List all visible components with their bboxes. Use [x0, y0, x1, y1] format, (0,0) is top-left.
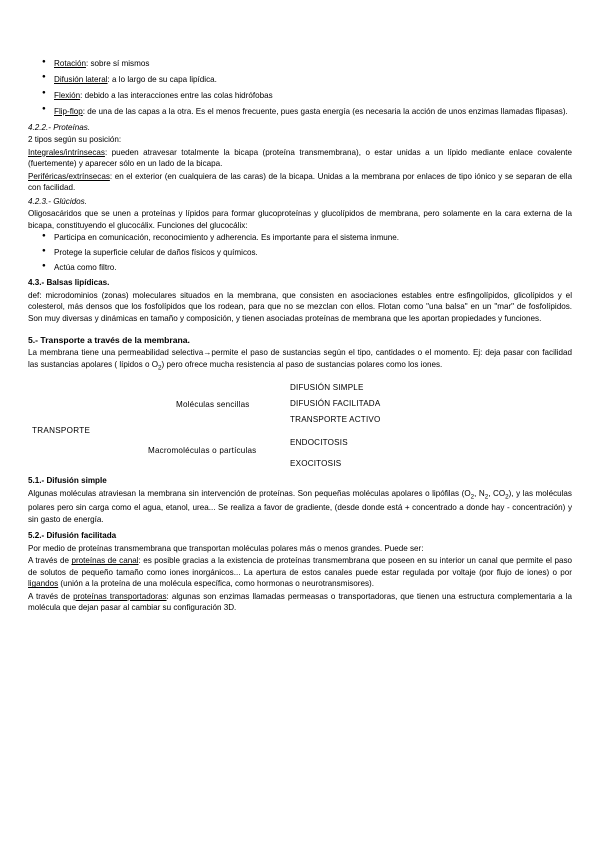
integral-proteins-term: Integrales/intrínsecas	[28, 147, 105, 157]
subscript-2: 2	[505, 493, 509, 501]
transport-intro-paragraph	[28, 347, 572, 373]
transport-intro-b: permite el paso de sustancias según el tipo, cantidades o el momento. Ej: deja pasar con facilidad las sustancias apolares ( lípidos o O	[28, 348, 573, 369]
subscript-2: 2	[470, 493, 475, 501]
list-item-text: : sobre sí mismos	[85, 59, 150, 68]
list-item	[54, 74, 572, 85]
facilitated-diffusion-intro: Por medio de proteínas transmembrana que transportan moléculas polares más o menos grandes. Puede ser:	[28, 543, 424, 553]
schema-label-difusion-facilitada: DIFUSIÓN FACILITADA	[290, 399, 381, 409]
schema-label-transporte-activo: TRANSPORTE ACTIVO	[290, 415, 381, 425]
simple-diffusion-b: , N	[474, 488, 485, 498]
list-item-term: Rotación	[54, 59, 86, 68]
peripheral-proteins-text: : en el exterior (en cualquiera de las caras) de la bicapa. Unidas a la membrana por enlaces de tipo iónico y se separan de ella con facilidad.	[28, 171, 572, 193]
list-item	[54, 90, 572, 101]
lipid-rafts-paragraph: def: microdominios (zonas) moleculares situados en la membrana, que consisten en asociaciones estables entre esfingolípidos, glicolípidos y el colesterol, más densos que los fosfolípidos que los rodean, para que no se mezclan con ellos. Flotan como "una balsa" en un "mar" de fosfolípidos. Son muy diversas y dinámicas en tamaño y composición, y tienen asociadas proteínas de membrana que les aportan propiedades y funciones.	[28, 290, 572, 323]
simple-diffusion-a: Algunas moléculas atraviesan la membrana sin intervención de proteínas. Son pequeñas moléculas apolares o lipófilas (O	[28, 488, 471, 498]
transport-intro-c: ) pero ofrece mucha resistencia al paso de sustancias polares como los iones.	[161, 359, 443, 369]
integral-proteins-text: : pueden atravesar totalmente la bicapa (proteína transmembrana), o estar unidas a un lípido mediante enlace covalente (fuertemente) y aparecer sólo en un lado de la bicapa.	[28, 147, 572, 169]
channel-proteins-term: proteínas de canal	[71, 556, 139, 566]
schema-label-macromoleculas: Macromoléculas o partículas	[148, 446, 257, 456]
schema-label-endocitosis: ENDOCITOSIS	[290, 438, 348, 448]
schema-label-transporte: TRANSPORTE	[32, 426, 91, 436]
glucids-intro: Oligosacáridos que se unen a proteínas y lípidos para formar glucoproteínas y glucolípidos de membrana, pero solamente en la cara externa de la bicapa, constituyendo el glucocálix. Funciones del glucocálix:	[28, 209, 572, 230]
heading-5-1: 5.1.- Difusión simple	[28, 476, 107, 486]
list-item-term: Flexión	[54, 90, 81, 100]
list-item	[54, 106, 572, 117]
schema-label-moleculas-sencillas: Moléculas sencillas	[176, 400, 250, 410]
spacer	[28, 325, 572, 334]
heading-4-2-2: 4.2.2.- Proteínas.	[28, 122, 91, 132]
schema-label-exocitosis: EXOCITOSIS	[290, 459, 342, 469]
schema-label-difusion-simple: DIFUSIÓN SIMPLE	[290, 383, 364, 393]
peripheral-proteins-paragraph	[28, 171, 572, 194]
subscript-2: 2	[484, 493, 489, 501]
channel-proteins-pre: A través de	[28, 556, 72, 566]
integral-proteins-paragraph	[28, 147, 572, 170]
list-item-term: Difusión lateral	[54, 74, 108, 84]
arrow-icon: →	[203, 348, 212, 358]
membrane-movements-list	[28, 58, 572, 117]
heading-5: 5.- Transporte a través de la membrana.	[28, 335, 190, 346]
list-item	[54, 58, 572, 69]
list-item-text: : debido a las interacciones entre las colas hidrófobas	[80, 90, 273, 100]
transporter-proteins-paragraph	[28, 591, 572, 614]
subscript-2: 2	[158, 364, 162, 372]
simple-diffusion-d: ), y las moléculas polares pero sin carga como el agua, etanol, urea... Se realiza a favor de gradiente, (desde donde está + concentrado a donde hay - concentración) y sin gasto de energía.	[28, 488, 572, 524]
transport-schema	[28, 379, 572, 475]
transport-intro-a: La membrana tiene una permeabilidad selectiva	[28, 348, 204, 358]
list-item-text: : a lo largo de su capa lipídica.	[107, 74, 217, 84]
proteins-intro: 2 tipos según su posición:	[28, 135, 122, 145]
channel-proteins-paragraph	[28, 555, 572, 589]
simple-diffusion-paragraph	[28, 488, 572, 526]
heading-4-2-3: 4.2.3.- Glúcidos.	[28, 196, 87, 206]
heading-5-2: 5.2.- Difusión facilitada	[28, 531, 117, 541]
list-item: ● Participa en comunicación, reconocimiento y adherencia. Es importante para el sistema inmune.	[54, 232, 572, 243]
simple-diffusion-c: , CO	[488, 488, 506, 498]
list-item: ● Actúa como filtro.	[54, 262, 572, 273]
list-item-text: : de una de las capas a la otra. Es el menos frecuente, pues gasta energía (es necesaria la acción de unos enzimas llamadas flipasas).	[82, 106, 568, 116]
list-item: ● Protege la superficie celular de daños físicos y químicos.	[54, 247, 572, 258]
transporter-proteins-text: : algunas son enzimas llamadas permeasas o transportadoras, que tienen una estructura complementaria a la molécula que dejan pasar al cambiar su configuración 3D.	[28, 591, 572, 613]
ligands-term: ligandos	[28, 579, 59, 589]
transporter-proteins-term: proteínas transportadoras	[73, 591, 167, 601]
peripheral-proteins-term: Periféricas/extrínsecas	[28, 171, 110, 181]
transporter-proteins-pre: A través de	[28, 591, 74, 601]
heading-4-3: 4.3.- Balsas lipídicas.	[28, 278, 110, 288]
channel-proteins-text: : es posible gracias a la existencia de proteínas transmembrana que poseen en su interior un canal que permite el paso de solutos de pequeño tamaño como iones inorgánicos... La apertura de estos canales puede estar regulada por voltaje (por flujo de iones) o por	[28, 556, 572, 577]
glucocalix-functions-list	[28, 232, 572, 273]
list-item-term: Flip-flop	[54, 106, 83, 116]
channel-proteins-text-2: (unión a la proteína de una molécula específica, como hormonas o neurotransmisores).	[58, 579, 374, 589]
